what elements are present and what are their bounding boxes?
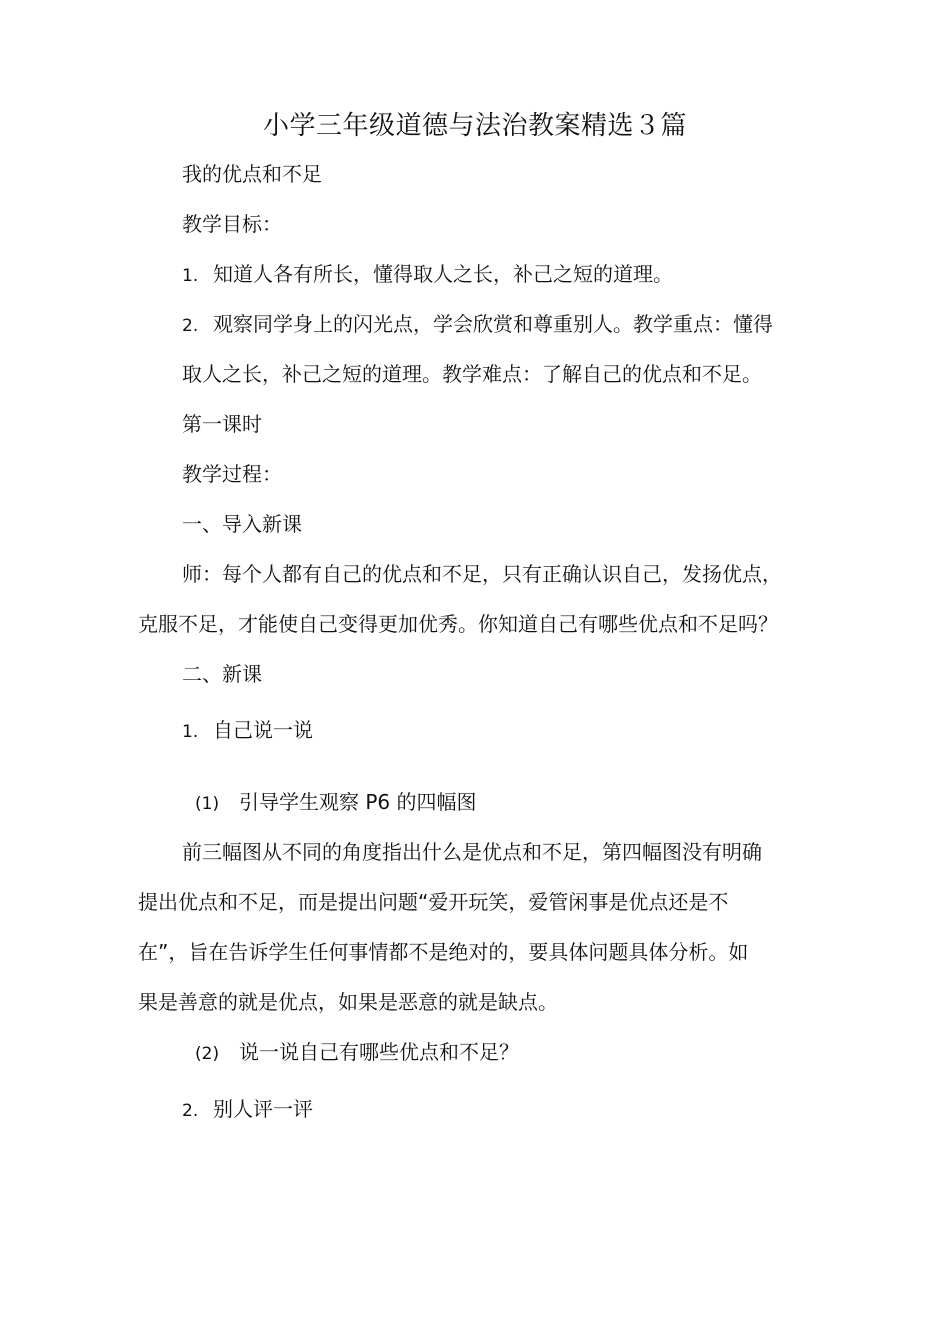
sub-item-2-number: (2) (195, 1044, 220, 1064)
teaching-process-heading: 教学过程： (182, 462, 282, 486)
sub-item-1-text: 引导学生观察 P6 的四幅图 (239, 790, 477, 814)
goal-item-2-continued: 取人之长，补己之短的道理。教学难点：了解自己的优点和不足。 (182, 362, 762, 386)
step-2-text: 别人评一评 (213, 1097, 313, 1121)
section-introduction-heading: 一、导入新课 (182, 512, 302, 536)
goal-item-1-number: 1. (182, 266, 199, 286)
first-lesson-heading: 第一课时 (182, 412, 262, 436)
analysis-line-4: 果是善意的就是优点，如果是恶意的就是缺点。 (138, 990, 558, 1014)
step-2 (182, 1093, 313, 1127)
analysis-line-2: 提出优点和不足，而是提出问题“爱开玩笑，爱管闲事是优点还是不 (138, 890, 729, 914)
sub-item-1 (195, 786, 477, 820)
section-new-lesson-heading: 二、新课 (182, 662, 262, 686)
sub-item-1-number: (1) (195, 794, 220, 814)
sub-item-2-text: 说一说自己有哪些优点和不足？ (239, 1040, 519, 1064)
goal-item-1 (182, 258, 673, 292)
goal-item-2 (182, 308, 808, 342)
lesson-name: 我的优点和不足 (182, 162, 322, 186)
step-1-text: 自己说一说 (213, 718, 313, 742)
document-title: 小学三年级道德与法治教案精选３篇 (262, 111, 687, 141)
teacher-intro-line-1: 师：每个人都有自己的优点和不足，只有正确认识自己，发扬优点， (182, 562, 782, 586)
step-1 (182, 714, 313, 748)
teaching-goals-heading: 教学目标： (182, 212, 282, 236)
goal-item-2-number: 2. (182, 316, 199, 336)
step-1-number: 1. (182, 722, 199, 742)
analysis-line-3: 在”，旨在告诉学生任何事情都不是绝对的，要具体问题具体分析。如 (138, 940, 749, 964)
goal-item-2-text: 观察同学身上的闪光点，学会欣赏和尊重别人。教学重点：懂得 (213, 312, 773, 336)
analysis-line-1: 前三幅图从不同的角度指出什么是优点和不足，第四幅图没有明确 (182, 840, 762, 864)
step-2-number: 2. (182, 1101, 199, 1121)
goal-item-1-text: 知道人各有所长，懂得取人之长，补己之短的道理。 (213, 262, 673, 286)
teacher-intro-line-2: 克服不足，才能使自己变得更加优秀。你知道自己有哪些优点和不足吗？ (138, 612, 778, 636)
sub-item-2 (195, 1036, 519, 1070)
